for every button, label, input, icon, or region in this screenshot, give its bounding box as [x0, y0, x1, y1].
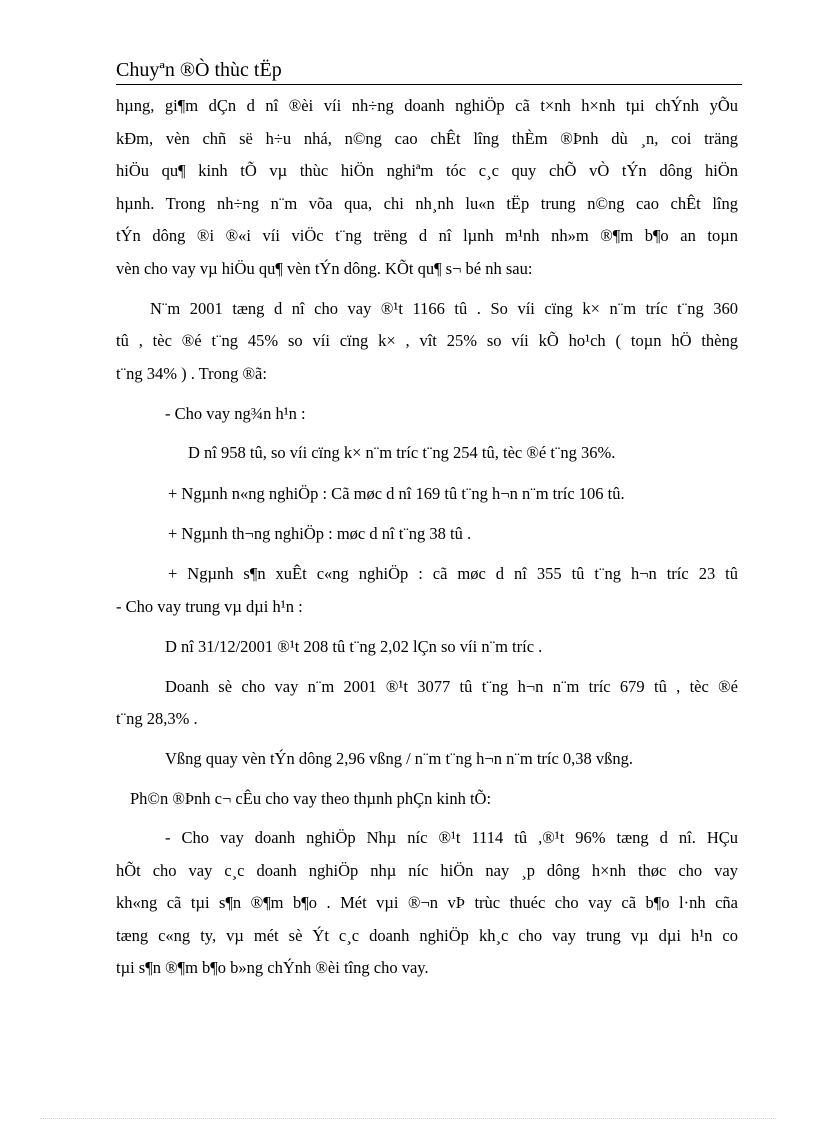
short-term-item-agriculture: + Ngµnh n«ng nghiÖp : Cã møc d nî 169 tû t¨ng h¬n n¨m tríc 106 tû. [168, 484, 625, 503]
paragraph-2-line-2: tû , tèc ®é t¨ng 45% so víi cïng k× , vît 25% so víi kÕ ho¹ch ( toµn hÖ thèng [116, 331, 738, 350]
paragraph-1-line-2: kÐm, vèn chñ së h÷u nhá, n©ng cao chÊt lîng thÈm ®Þnh dù ¸n, coi träng [116, 129, 738, 148]
analysis-line-2: hÕt cho vay c¸c doanh nghiÖp nhµ níc hiÖn nay ¸p dông h×nh thøc cho vay [116, 861, 738, 880]
page-header [116, 56, 742, 85]
short-term-item-commerce: + Ngµnh th¬ng nghiÖp : møc d nî t¨ng 38 tû . [168, 524, 472, 543]
page-bottom-divider [40, 1118, 776, 1119]
analysis-line-1: - Cho vay doanh nghiÖp Nhµ níc ®¹t 1114 tû ,®¹t 96% tæng d nî. HÇu [165, 828, 738, 847]
paragraph-1-line-5: tÝn dông ®i ®«i víi viÖc t¨ng trëng d nî lµnh m¹nh nh»m ®¶m b¶o an toµn [116, 226, 738, 245]
medium-long-term-heading: - Cho vay trung vµ dµi h¹n : [116, 597, 303, 616]
short-term-heading: - Cho vay ng¾n h¹n : [165, 404, 306, 423]
short-term-item-industry: + Ngµnh s¶n xuÊt c«ng nghiÖp : cã møc d nî 355 tû t¨ng h¬n tríc 23 tû [168, 564, 738, 583]
turnover-line-2: t¨ng 28,3% . [116, 709, 198, 728]
analysis-heading: Ph©n ®Þnh c¬ cÊu cho vay theo thµnh phÇn kinh tÕ: [130, 789, 492, 808]
analysis-line-5: tµi s¶n ®¶m b¶o b»ng chÝnh ®èi tîng cho vay. [116, 958, 429, 977]
analysis-line-4: tæng c«ng ty, vµ mét sè Ýt c¸c doanh nghiÖp kh¸c cho vay trung vµ dµi h¹n co [116, 926, 738, 945]
paragraph-1-line-6: vèn cho vay vµ hiÖu qu¶ vèn tÝn dông. KÕt qu¶ s¬ bé nh sau: [116, 259, 533, 278]
short-term-balance: D nî 958 tû, so víi cïng k× n¨m tríc t¨ng 254 tû, tèc ®é t¨ng 36%. [188, 443, 616, 462]
paragraph-1-line-4: hµnh. Trong nh÷ng n¨m võa qua, chi nh¸nh lu«n tËp trung n©ng cao chÊt lîng [116, 194, 738, 213]
paragraph-2-line-3: t¨ng 34% ) . Trong ®ã: [116, 364, 267, 383]
credit-rotation: Vßng quay vèn tÝn dông 2,96 vßng / n¨m t¨ng h¬n n¨m tríc 0,38 vßng. [165, 749, 634, 768]
paragraph-1-line-1: hµng, gi¶m dÇn d nî ®èi víi nh÷ng doanh nghiÖp cã t×nh h×nh tµi chÝnh yÕu [116, 96, 738, 115]
header-title: Chuyªn ®Ò thùc tËp [116, 59, 282, 81]
turnover-line-1: Doanh sè cho vay n¨m 2001 ®¹t 3077 tû t¨ng h¬n n¨m tríc 679 tû , tèc ®é [165, 677, 738, 696]
medium-long-term-balance: D nî 31/12/2001 ®¹t 208 tû t¨ng 2,02 lÇn so víi n¨m tríc . [165, 637, 543, 656]
paragraph-1-line-3: hiÖu qu¶ kinh tÕ vµ thùc hiÖn nghiªm tóc c¸c quy chÕ vÒ tÝn dông hiÖn [116, 161, 738, 180]
paragraph-2-line-1: N¨m 2001 tæng d nî cho vay ®¹t 1166 tû . So víi cïng k× n¨m tríc t¨ng 360 [150, 299, 738, 318]
analysis-line-3: kh«ng cã tµi s¶n ®¶m b¶o . Mét vµi ®¬n vÞ trùc thuéc cho vay cã b¶o l·nh cña [116, 893, 738, 912]
